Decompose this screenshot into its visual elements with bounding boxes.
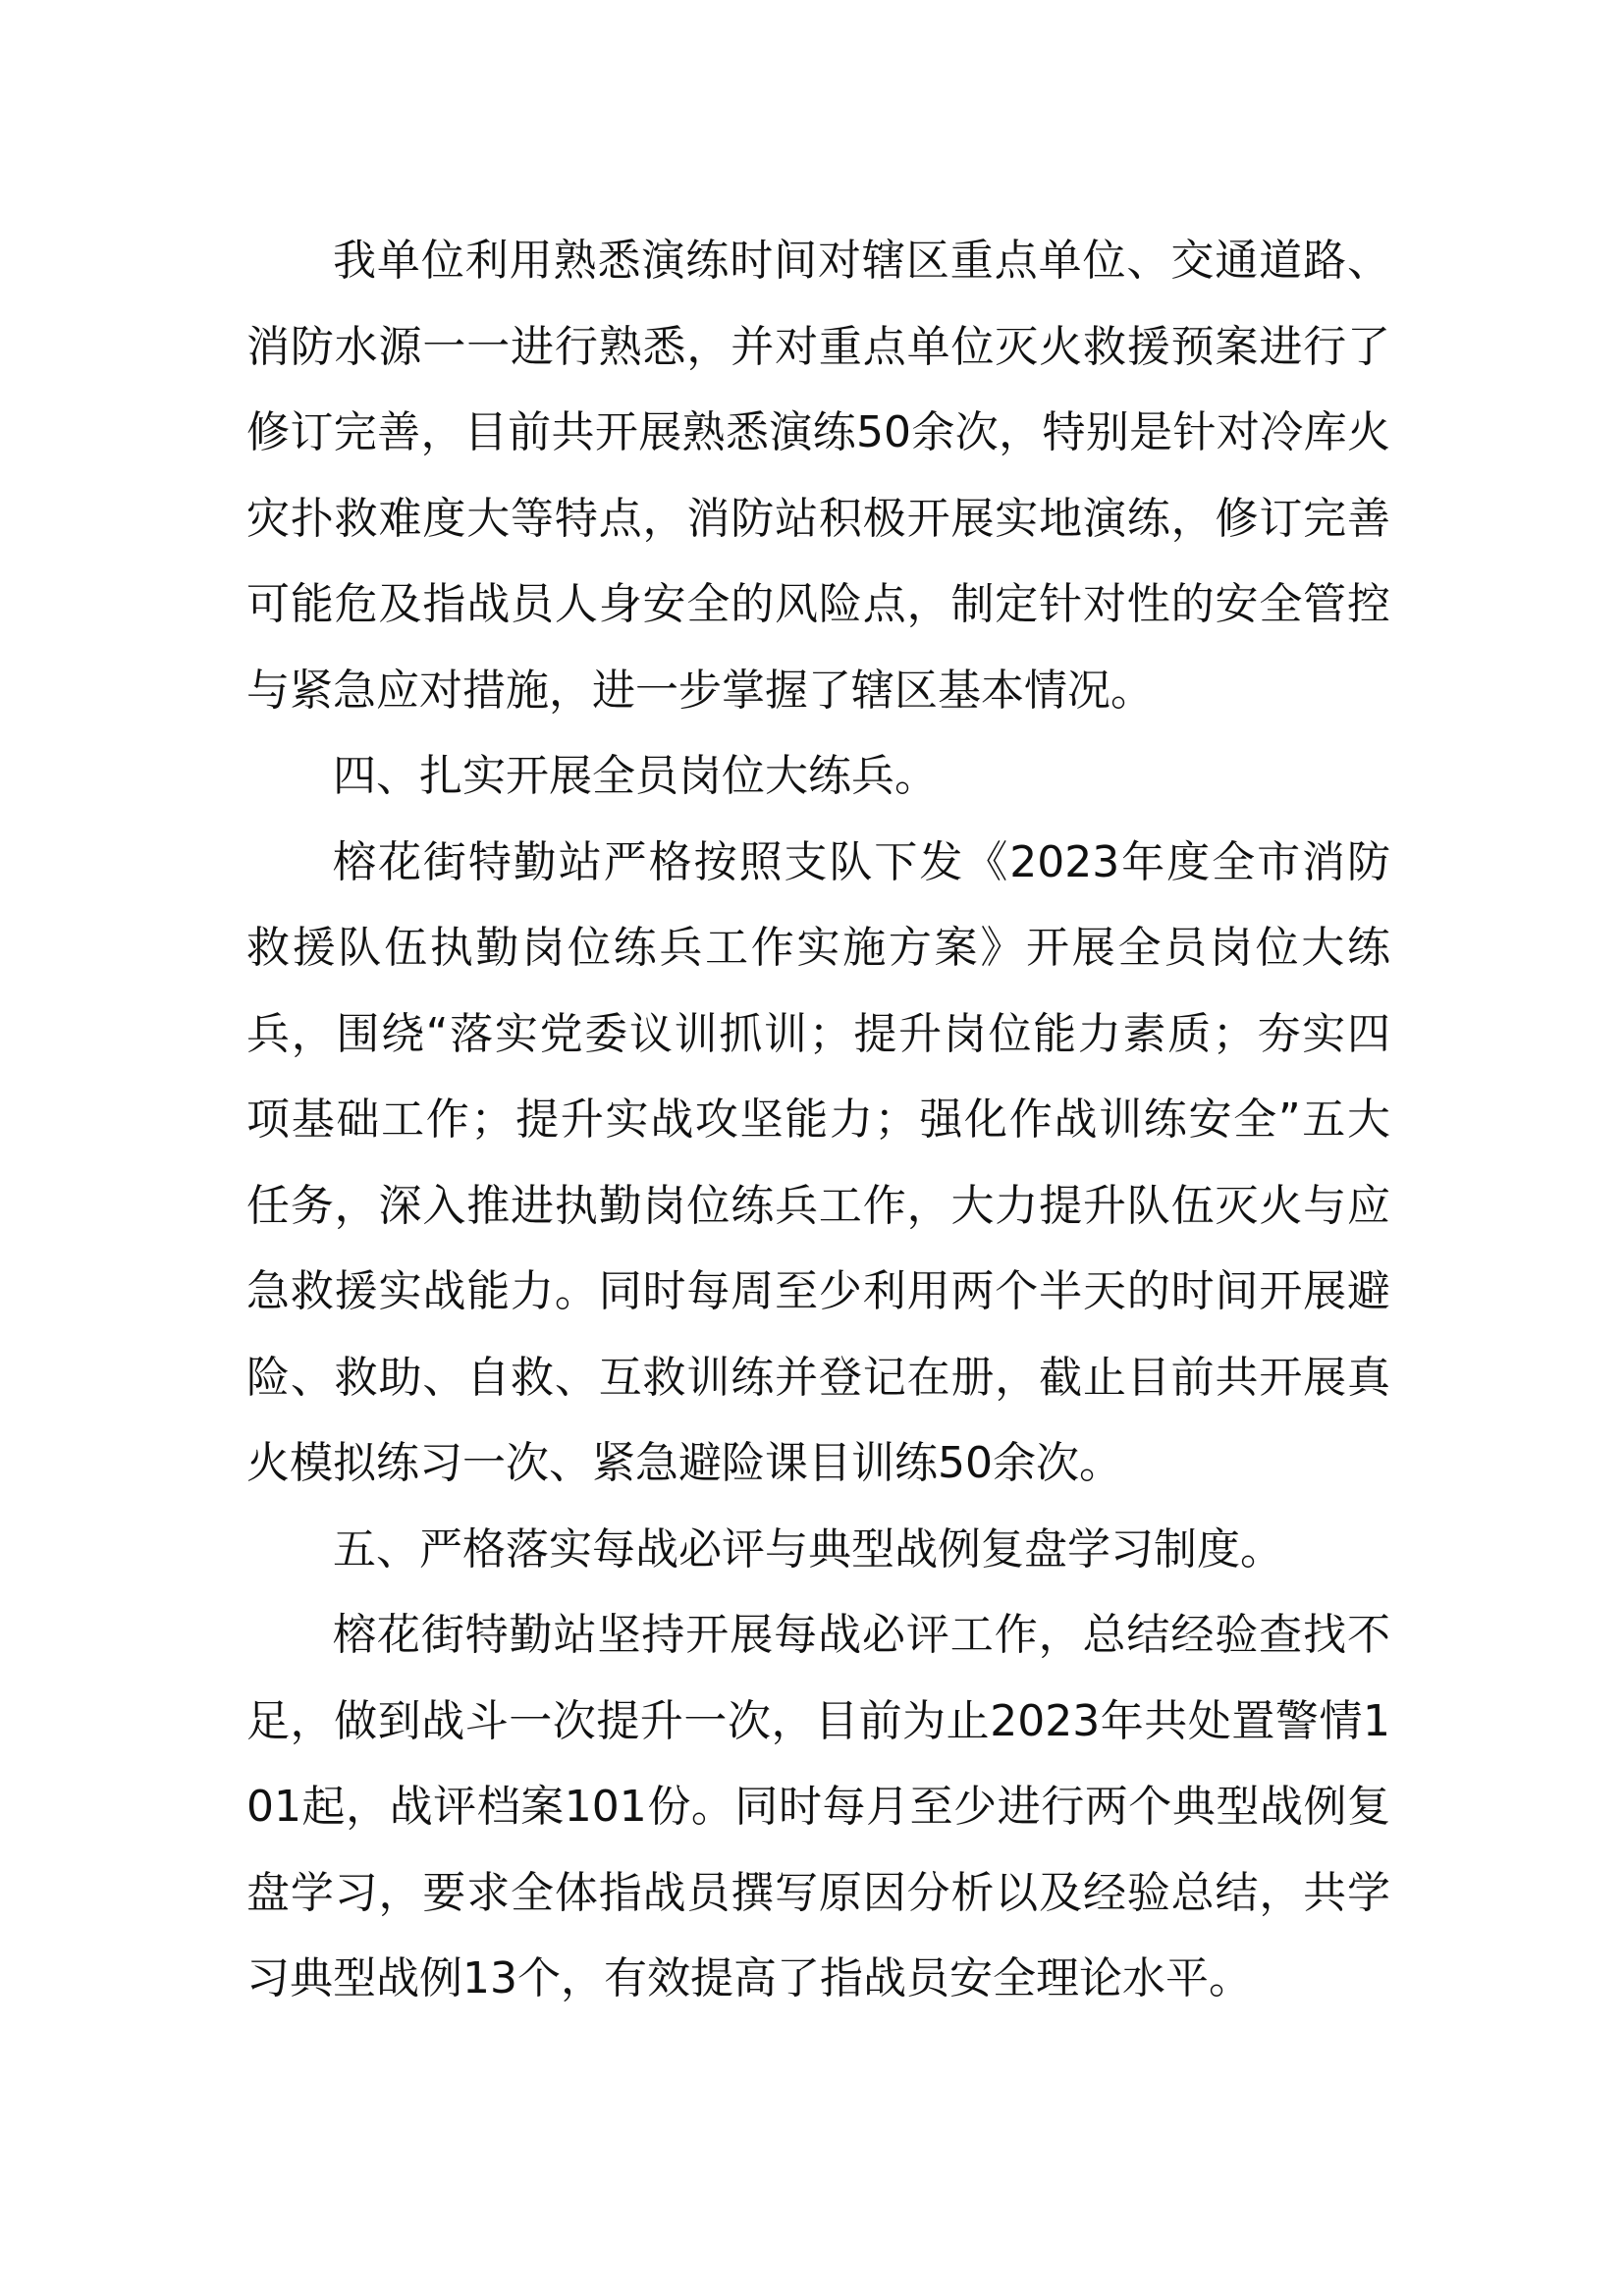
section-heading-4: 四、扎实开展全员岗位大练兵。 bbox=[333, 751, 938, 801]
paragraph-position-training: 榕花街特勤站严格按照支队下发《2023年度全市消防救援队伍执勤岗位练兵工作实施方案》开展全员岗位大练兵，围绕“落实党委议训抓训；提升岗位能力素质；夯实四项基础工作；提升实战攻坚能力；强化作战训练安全”五大任务，深入推进执勤岗位练兵工作，大力提升队伍灭火与应急救援实战能力。同时每周至少利用两个半天的时间开展避险、救助、自救、互救训练并登记在册，截止目前共开展真火模拟练习一次、紧急避险课目训练50余次。 bbox=[246, 836, 1390, 1488]
document-body bbox=[246, 218, 1390, 2022]
section-heading-5: 五、严格落实每战必评与典型战例复盘学习制度。 bbox=[333, 1523, 1283, 1575]
paragraph-drill-familiarization: 我单位利用熟悉演练时间对辖区重点单位、交通道路、消防水源一一进行熟悉，并对重点单位灭火救援预案进行了修订完善，目前共开展熟悉演练50余次，特别是针对冷库火灾扑救难度大等特点，消防站积极开展实地演练，修订完善可能危及指战员人身安全的风险点，制定针对性的安全管控与紧急应对措施，进一步掌握了辖区基本情况。 bbox=[246, 236, 1390, 716]
paragraph-battle-review: 榕花街特勤站坚持开展每战必评工作，总结经验查找不足，做到战斗一次提升一次，目前为止2023年共处置警情101起，战评档案101份。同时每月至少进行两个典型战例复盘学习，要求全体指战员撰写原因分析以及经验总结，共学习典型战例13个，有效提高了指战员安全理论水平。 bbox=[246, 1610, 1390, 2003]
